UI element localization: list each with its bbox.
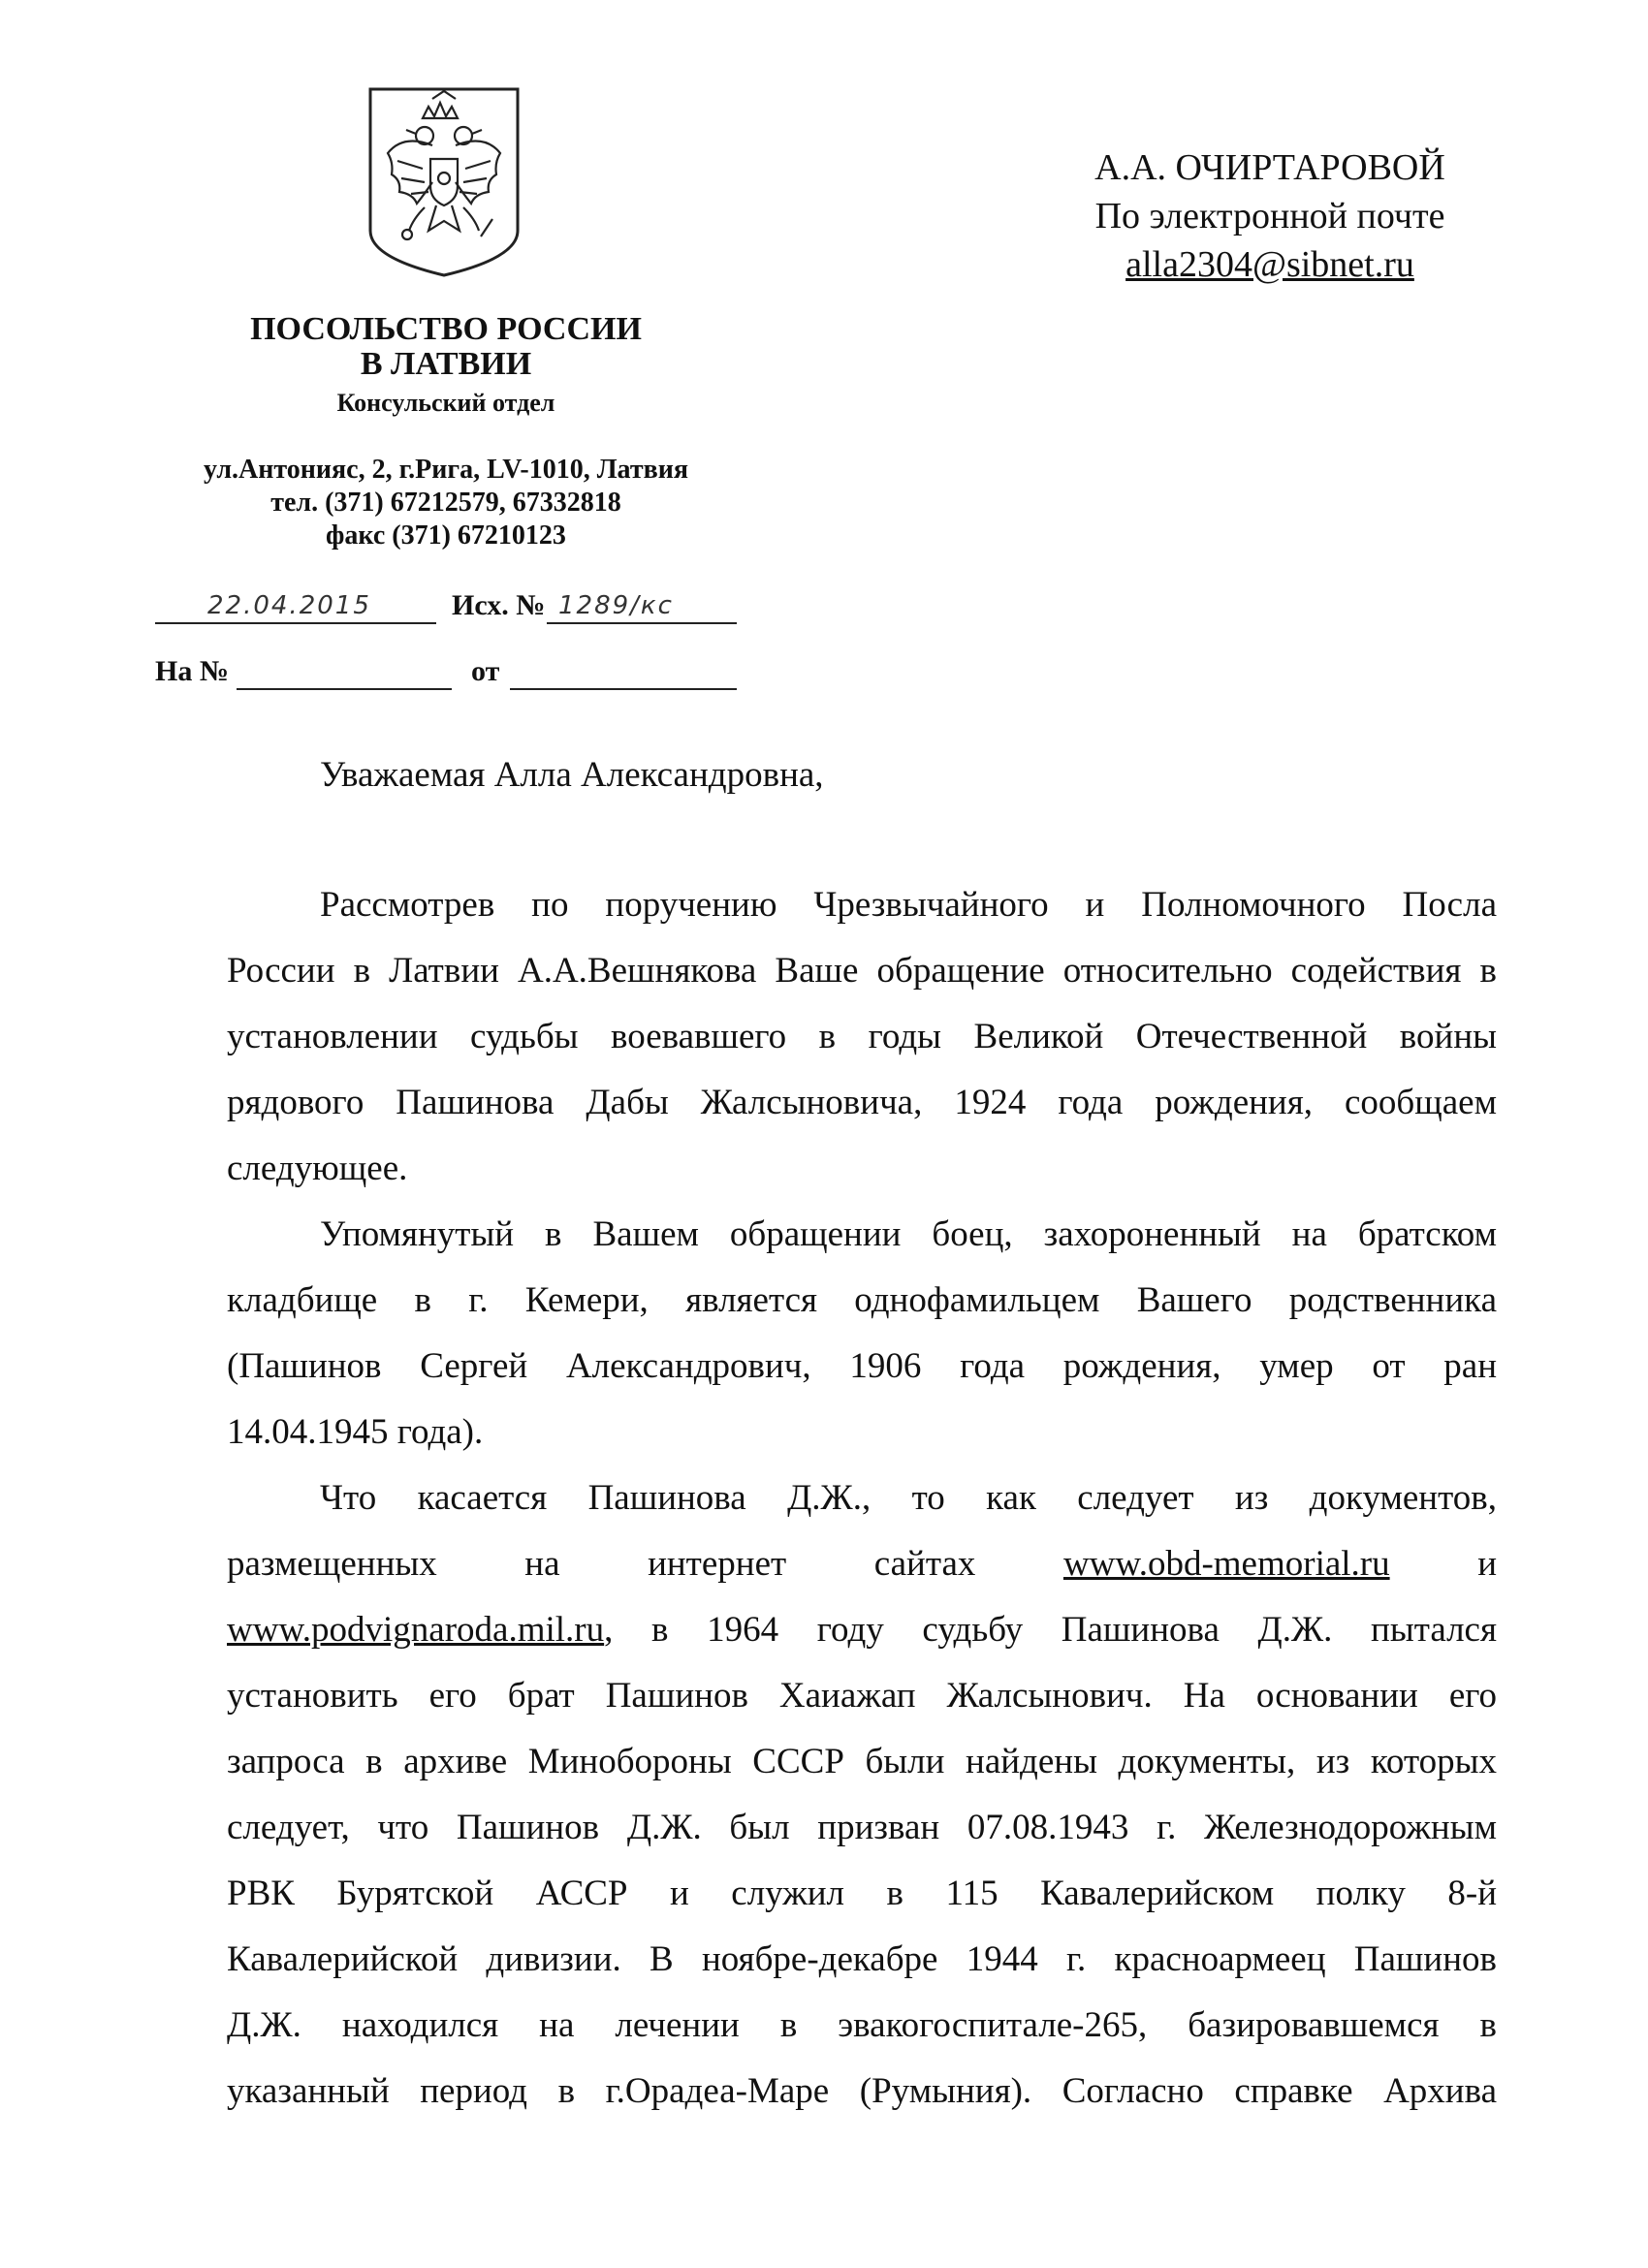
text-line: Упомянутый в Вашем обращении боец, захороненный на братском: [320, 1214, 1497, 1254]
incoming-from-label: от: [471, 655, 500, 687]
text-line: РВК Бурятской АССР и служил в 115 Кавалерийском полку 8-й: [227, 1874, 1497, 1913]
delivery-method: По электронной почте: [1094, 196, 1445, 236]
outgoing-ref-row: [155, 589, 737, 628]
text-segment: , в 1964 году судьбу Пашинова Д.Ж. пытался: [604, 1610, 1497, 1650]
paragraph-1: [227, 872, 1497, 1202]
text-line: кладбище в г. Кемери, является однофамильцем Вашего родственника: [227, 1280, 1497, 1320]
text-line: следует, что Пашинов Д.Ж. был призван 07.08.1943 г. Железнодорожным: [227, 1808, 1497, 1847]
text-line: установлении судьбы воевавшего в годы Великой Отечественной войны: [227, 1017, 1497, 1056]
incoming-date-underline: [510, 688, 737, 690]
text-line: Д.Ж. находился на лечении в эвакогоспитале-265, базировавшемся в: [227, 2005, 1497, 2045]
text-line: Что касается Пашинова Д.Ж., то как следует из документов,: [320, 1478, 1497, 1518]
sender-contacts: [155, 454, 737, 552]
incoming-ref-row: [155, 655, 737, 694]
sender-org-line2: В ЛАТВИИ: [360, 346, 532, 382]
text-line: запроса в архиве Минобороны СССР были найдены документы, из которых: [227, 1742, 1497, 1781]
addressee-name: А.А. ОЧИРТАРОВОЙ: [1094, 147, 1445, 188]
text-line: России в Латвии А.А.Вешнякова Ваше обращение относительно содействия в: [227, 951, 1497, 991]
text-line: Кавалерийской дивизии. В ноябре-декабре 1944 г. красноармеец Пашинов: [227, 1939, 1497, 1979]
text-line: следующее.: [227, 1149, 408, 1188]
addressee-email[interactable]: alla2304@sibnet.ru: [1125, 244, 1414, 285]
sender-fax: факс (371) 67210123: [326, 520, 566, 551]
sender-block: [155, 312, 737, 421]
text-line-with-link: [227, 1597, 1497, 1663]
text-line-with-link: [227, 1531, 1497, 1597]
text-line: 14.04.1945 года).: [227, 1412, 484, 1452]
russian-coat-of-arms-icon: [364, 85, 523, 279]
sender-department: Консульский отдел: [336, 389, 555, 417]
text-line: Рассмотрев по поручению Чрезвычайного и Полномочного Посла: [320, 885, 1497, 925]
paragraph-3: [227, 1465, 1497, 2125]
incoming-number-label: На №: [155, 655, 229, 687]
podvignaroda-link[interactable]: www.podvignaroda.mil.ru: [227, 1610, 605, 1650]
addressee-block: [1066, 143, 1474, 289]
text-line: (Пашинов Сергей Александрович, 1906 года рождения, умер от ран: [227, 1346, 1497, 1386]
greeting: Уважаемая Алла Александровна,: [320, 755, 824, 795]
outgoing-number-underline: [547, 622, 737, 624]
letter-body: [227, 872, 1497, 2125]
sender-org-line1: ПОСОЛЬСТВО РОССИИ: [250, 311, 642, 347]
sender-phone: тел. (371) 67212579, 67332818: [270, 488, 621, 518]
paragraph-2: [227, 1202, 1497, 1465]
handwritten-date: 22.04.2015: [207, 591, 371, 620]
text-line: установить его брат Пашинов Хаиажап Жалсынович. На основании его: [227, 1676, 1497, 1716]
date-underline: [155, 622, 436, 624]
text-line: рядового Пашинова Дабы Жалсыновича, 1924 года рождения, сообщаем: [227, 1083, 1497, 1122]
obd-memorial-link[interactable]: www.obd-memorial.ru: [1062, 1544, 1390, 1584]
text-segment: и: [1477, 1544, 1497, 1584]
text-line: указанный период в г.Орадеа-Маре (Румыния). Согласно справке Архива: [227, 2071, 1497, 2111]
outgoing-number-label: Исх. №: [452, 589, 546, 621]
sender-address: ул.Антонияс, 2, г.Рига, LV-1010, Латвия: [204, 455, 688, 485]
text-segment: размещенных на интернет сайтах: [227, 1544, 976, 1584]
incoming-number-underline: [237, 688, 452, 690]
handwritten-outgoing-number: 1289/кс: [558, 591, 674, 620]
